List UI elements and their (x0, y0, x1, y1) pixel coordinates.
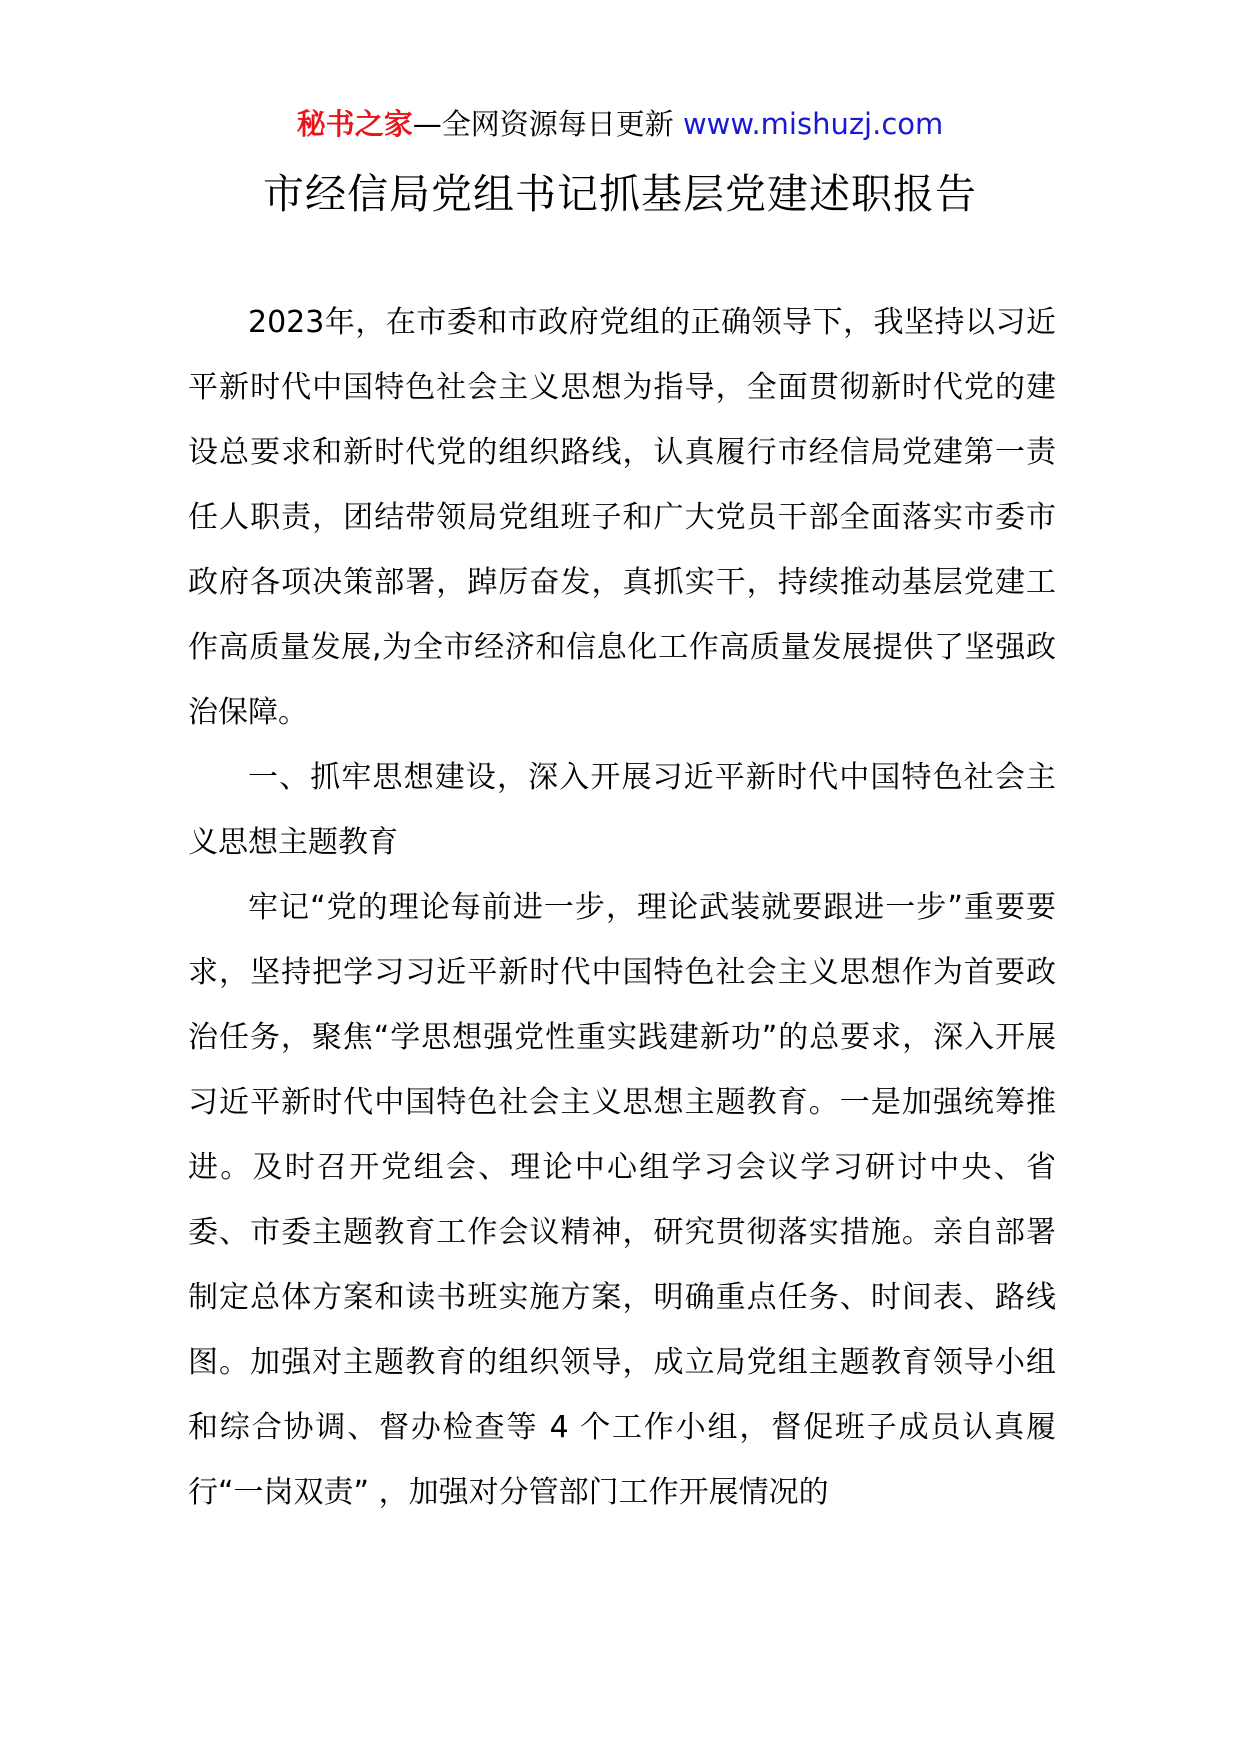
site-url-link[interactable]: www.mishuzj.com (682, 107, 944, 141)
document-body (188, 290, 1056, 1525)
paragraph-intro: 2023年，在市委和市政府党组的正确领导下，我坚持以习近平新时代中国特色社会主义思想为指导，全面贯彻新时代党的建设总要求和新时代党的组织路线，认真履行市经信局党建第一责任人职责，团结带领局党组班子和广大党员干部全面落实市委市政府各项决策部署，踔厉奋发，真抓实干，持续推动基层党建工作高质量发展,为全市经济和信息化工作高质量发展提供了坚强政治保障。 (188, 305, 1056, 730)
header-tagline: —全网资源每日更新 (412, 107, 674, 141)
brand-name: 秘书之家 (296, 107, 413, 141)
paragraph-section-1: 牢记“党的理论每前进一步，理论武装就要跟进一步”重要要求，坚持把学习习近平新时代中国特色社会主义思想作为首要政治任务，聚焦“学思想强党性重实践建新功”的总要求，深入开展习近平新时代中国特色社会主义思想主题教育。一是加强统筹推进。及时召开党组会、理论中心组学习会议学习研讨中央、省委、市委主题教育工作会议精神，研究贯彻落实措施。亲自部署制定总体方案和读书班实施方案，明确重点任务、时间表、路线图。加强对主题教育的组织领导，成立局党组主题教育领导小组和综合协调、督办检查等 4 个工作小组，督促班子成员认真履行“一岗双责” ，加强对分管部门工作开展情况的 (188, 890, 1056, 1510)
section-heading-1: 一、抓牢思想建设，深入开展习近平新时代中国特色社会主义思想主题教育 (188, 760, 1056, 860)
document-title: 市经信局党组书记抓基层党建述职报告 (263, 170, 977, 218)
site-header (0, 104, 1240, 144)
